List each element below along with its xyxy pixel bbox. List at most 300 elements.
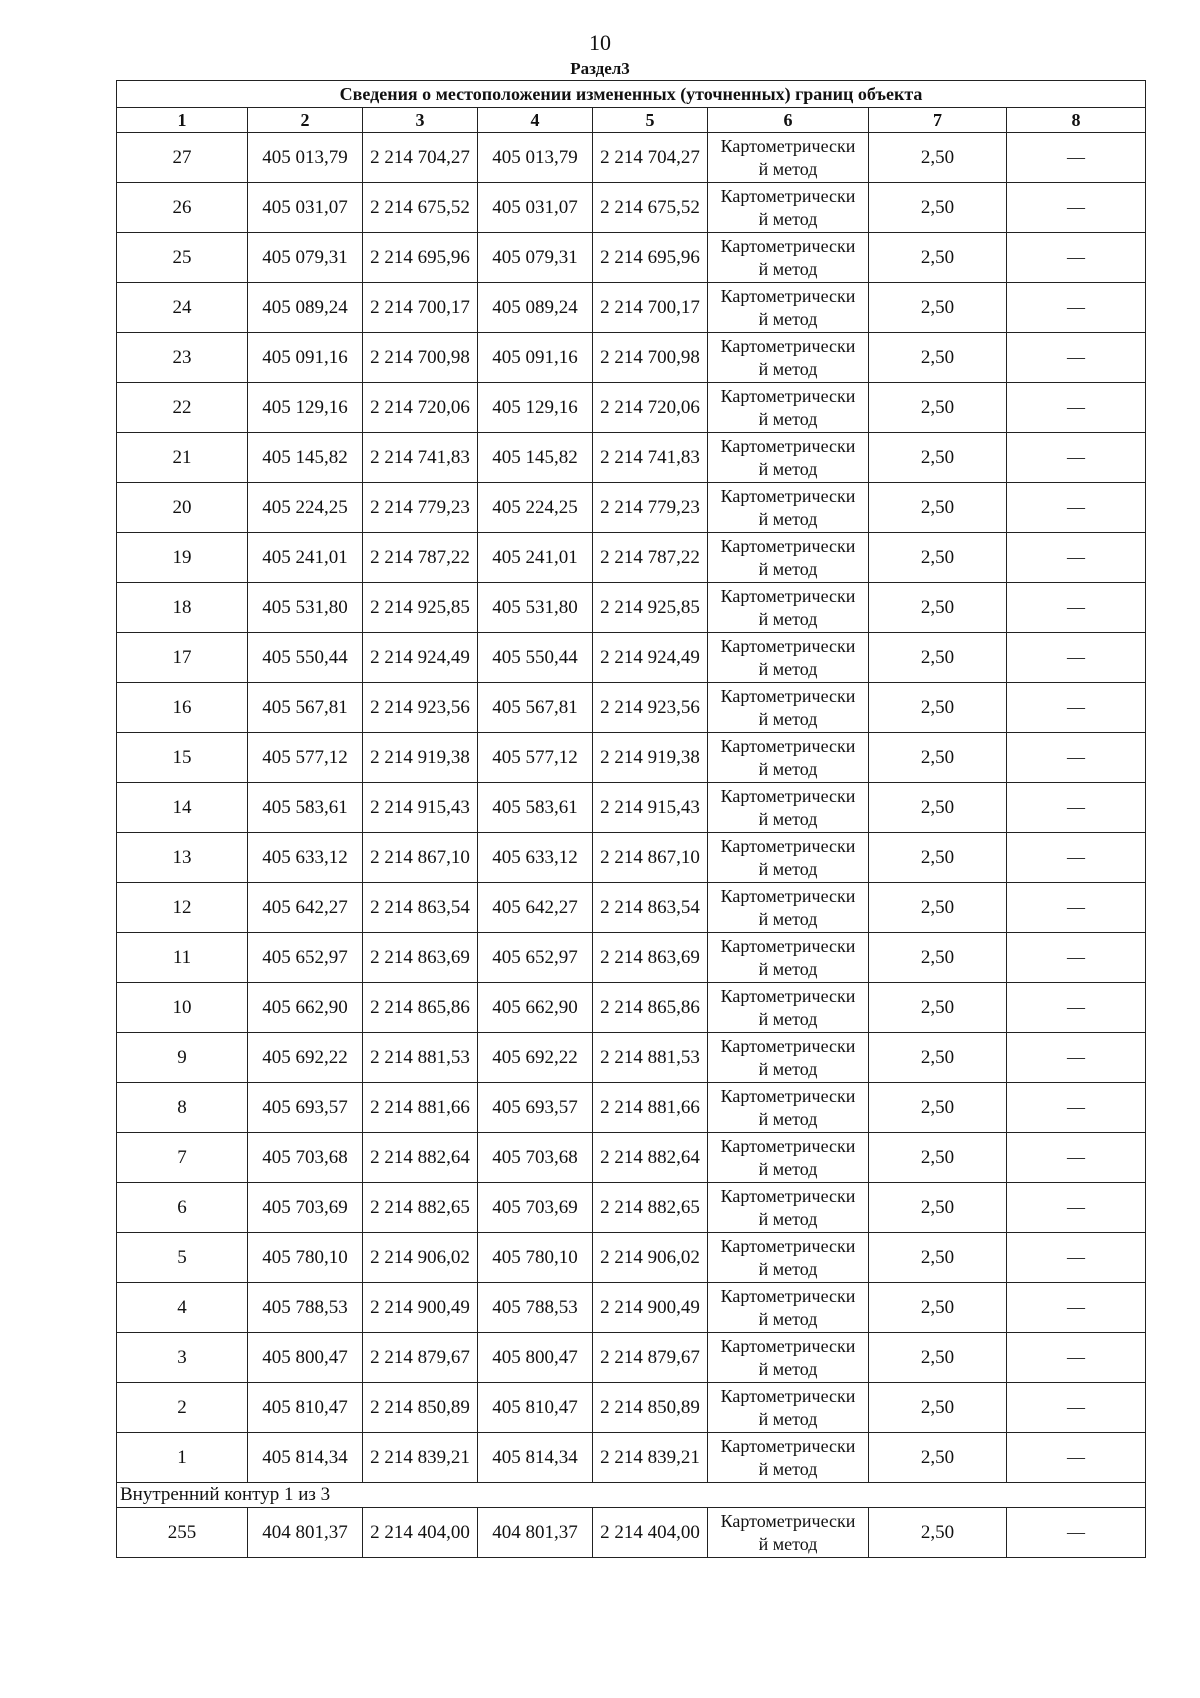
method-cell — [708, 333, 869, 383]
method-cell — [708, 883, 869, 933]
method-cell — [708, 383, 869, 433]
method-text-line2: й метод — [758, 958, 818, 979]
accuracy-cell: 2,50 — [869, 983, 1007, 1033]
point-number-cell: 20 — [117, 483, 248, 533]
method-text-line1: Картометрически — [720, 1235, 856, 1256]
x-coordinate-new-cell: 405 567,81 — [478, 683, 593, 733]
note-cell: — — [1007, 433, 1146, 483]
point-number-cell: 24 — [117, 283, 248, 333]
method-cell — [708, 1133, 869, 1183]
x-coordinate-new-cell: 405 241,01 — [478, 533, 593, 583]
note-cell: — — [1007, 733, 1146, 783]
x-coordinate-existing-cell: 405 692,22 — [248, 1033, 363, 1083]
accuracy-cell: 2,50 — [869, 1383, 1007, 1433]
x-coordinate-existing-cell: 405 703,69 — [248, 1183, 363, 1233]
method-text-line1: Картометрически — [720, 435, 856, 456]
method-text-line1: Картометрически — [720, 1135, 856, 1156]
y-coordinate-existing-cell: 2 214 925,85 — [363, 583, 478, 633]
accuracy-cell: 2,50 — [869, 133, 1007, 183]
method-cell — [708, 533, 869, 583]
x-coordinate-new-cell: 405 810,47 — [478, 1383, 593, 1433]
point-number-cell: 15 — [117, 733, 248, 783]
y-coordinate-existing-cell: 2 214 865,86 — [363, 983, 478, 1033]
y-coordinate-existing-cell: 2 214 881,53 — [363, 1033, 478, 1083]
accuracy-cell: 2,50 — [869, 1508, 1007, 1558]
point-number-cell: 255 — [117, 1508, 248, 1558]
method-cell — [708, 983, 869, 1033]
point-number-cell: 8 — [117, 1083, 248, 1133]
y-coordinate-new-cell: 2 214 867,10 — [593, 833, 708, 883]
accuracy-cell: 2,50 — [869, 533, 1007, 583]
x-coordinate-existing-cell: 404 801,37 — [248, 1508, 363, 1558]
x-coordinate-existing-cell: 405 814,34 — [248, 1433, 363, 1483]
table-row — [117, 283, 1146, 333]
accuracy-cell: 2,50 — [869, 933, 1007, 983]
accuracy-cell: 2,50 — [869, 433, 1007, 483]
x-coordinate-new-cell: 405 788,53 — [478, 1283, 593, 1333]
method-cell — [708, 1508, 869, 1558]
accuracy-cell: 2,50 — [869, 1033, 1007, 1083]
x-coordinate-existing-cell: 405 031,07 — [248, 183, 363, 233]
method-text-line2: й метод — [758, 858, 818, 879]
y-coordinate-new-cell: 2 214 720,06 — [593, 383, 708, 433]
y-coordinate-new-cell: 2 214 700,17 — [593, 283, 708, 333]
y-coordinate-new-cell: 2 214 881,53 — [593, 1033, 708, 1083]
method-text-line1: Картометрически — [720, 285, 856, 306]
point-number-cell: 21 — [117, 433, 248, 483]
accuracy-cell: 2,50 — [869, 733, 1007, 783]
note-cell: — — [1007, 383, 1146, 433]
method-text-line1: Картометрически — [720, 1285, 856, 1306]
table-row — [117, 883, 1146, 933]
table-row — [117, 1233, 1146, 1283]
note-cell: — — [1007, 533, 1146, 583]
y-coordinate-new-cell: 2 214 900,49 — [593, 1283, 708, 1333]
note-cell: — — [1007, 333, 1146, 383]
method-text-line2: й метод — [758, 708, 818, 729]
y-coordinate-existing-cell: 2 214 700,17 — [363, 283, 478, 333]
point-number-cell: 1 — [117, 1433, 248, 1483]
method-text-line1: Картометрически — [720, 1510, 856, 1531]
method-text-line1: Картометрически — [720, 785, 856, 806]
method-text-line1: Картометрически — [720, 885, 856, 906]
point-number-cell: 22 — [117, 383, 248, 433]
x-coordinate-existing-cell: 405 800,47 — [248, 1333, 363, 1383]
note-cell: — — [1007, 783, 1146, 833]
table-row — [117, 1433, 1146, 1483]
method-cell — [708, 233, 869, 283]
x-coordinate-existing-cell: 405 788,53 — [248, 1283, 363, 1333]
table-row — [117, 433, 1146, 483]
y-coordinate-existing-cell: 2 214 906,02 — [363, 1233, 478, 1283]
y-coordinate-new-cell: 2 214 923,56 — [593, 683, 708, 733]
accuracy-cell: 2,50 — [869, 1283, 1007, 1333]
point-number-cell: 2 — [117, 1383, 248, 1433]
method-cell — [708, 183, 869, 233]
y-coordinate-existing-cell: 2 214 839,21 — [363, 1433, 478, 1483]
method-cell — [708, 1333, 869, 1383]
method-text-line2: й метод — [758, 1258, 818, 1279]
column-number: 6 — [708, 108, 869, 133]
table-row — [117, 1083, 1146, 1133]
accuracy-cell: 2,50 — [869, 333, 1007, 383]
method-text-line2: й метод — [758, 808, 818, 829]
x-coordinate-new-cell: 405 091,16 — [478, 333, 593, 383]
x-coordinate-new-cell: 404 801,37 — [478, 1508, 593, 1558]
table-row — [117, 683, 1146, 733]
table-row — [117, 733, 1146, 783]
column-number: 3 — [363, 108, 478, 133]
point-number-cell: 18 — [117, 583, 248, 633]
y-coordinate-new-cell: 2 214 700,98 — [593, 333, 708, 383]
x-coordinate-new-cell: 405 780,10 — [478, 1233, 593, 1283]
y-coordinate-existing-cell: 2 214 704,27 — [363, 133, 478, 183]
x-coordinate-existing-cell: 405 652,97 — [248, 933, 363, 983]
method-text-line2: й метод — [758, 608, 818, 629]
y-coordinate-existing-cell: 2 214 879,67 — [363, 1333, 478, 1383]
x-coordinate-existing-cell: 405 079,31 — [248, 233, 363, 283]
y-coordinate-existing-cell: 2 214 924,49 — [363, 633, 478, 683]
x-coordinate-new-cell: 405 633,12 — [478, 833, 593, 883]
accuracy-cell: 2,50 — [869, 183, 1007, 233]
note-cell: — — [1007, 1508, 1146, 1558]
x-coordinate-new-cell: 405 531,80 — [478, 583, 593, 633]
table-row — [117, 133, 1146, 183]
note-cell: — — [1007, 883, 1146, 933]
method-text-line2: й метод — [758, 208, 818, 229]
x-coordinate-new-cell: 405 642,27 — [478, 883, 593, 933]
point-number-cell: 17 — [117, 633, 248, 683]
x-coordinate-existing-cell: 405 633,12 — [248, 833, 363, 883]
method-text-line2: й метод — [758, 558, 818, 579]
y-coordinate-existing-cell: 2 214 779,23 — [363, 483, 478, 533]
y-coordinate-existing-cell: 2 214 720,06 — [363, 383, 478, 433]
y-coordinate-new-cell: 2 214 879,67 — [593, 1333, 708, 1383]
method-cell — [708, 283, 869, 333]
note-cell: — — [1007, 1133, 1146, 1183]
note-cell: — — [1007, 633, 1146, 683]
y-coordinate-existing-cell: 2 214 882,64 — [363, 1133, 478, 1183]
method-cell — [708, 733, 869, 783]
accuracy-cell: 2,50 — [869, 1083, 1007, 1133]
note-cell: — — [1007, 933, 1146, 983]
point-number-cell: 13 — [117, 833, 248, 883]
method-text-line1: Картометрически — [720, 1085, 856, 1106]
y-coordinate-existing-cell: 2 214 863,54 — [363, 883, 478, 933]
method-text-line2: й метод — [758, 1008, 818, 1029]
note-cell: — — [1007, 183, 1146, 233]
method-text-line2: й метод — [758, 1308, 818, 1329]
note-cell: — — [1007, 1083, 1146, 1133]
y-coordinate-new-cell: 2 214 915,43 — [593, 783, 708, 833]
column-number: 4 — [478, 108, 593, 133]
point-number-cell: 14 — [117, 783, 248, 833]
y-coordinate-existing-cell: 2 214 695,96 — [363, 233, 478, 283]
note-cell: — — [1007, 983, 1146, 1033]
column-number-row — [117, 108, 1146, 133]
accuracy-cell: 2,50 — [869, 1233, 1007, 1283]
y-coordinate-existing-cell: 2 214 919,38 — [363, 733, 478, 783]
table-row — [117, 383, 1146, 433]
method-text-line2: й метод — [758, 1208, 818, 1229]
y-coordinate-new-cell: 2 214 924,49 — [593, 633, 708, 683]
table-row — [117, 933, 1146, 983]
x-coordinate-existing-cell: 405 567,81 — [248, 683, 363, 733]
note-cell: — — [1007, 483, 1146, 533]
table-row — [117, 1283, 1146, 1333]
point-number-cell: 3 — [117, 1333, 248, 1383]
method-cell — [708, 933, 869, 983]
y-coordinate-existing-cell: 2 214 923,56 — [363, 683, 478, 733]
x-coordinate-new-cell: 405 662,90 — [478, 983, 593, 1033]
method-text-line1: Картометрически — [720, 135, 856, 156]
x-coordinate-existing-cell: 405 145,82 — [248, 433, 363, 483]
x-coordinate-existing-cell: 405 129,16 — [248, 383, 363, 433]
y-coordinate-new-cell: 2 214 881,66 — [593, 1083, 708, 1133]
method-cell — [708, 1283, 869, 1333]
y-coordinate-existing-cell: 2 214 850,89 — [363, 1383, 478, 1433]
note-cell: — — [1007, 583, 1146, 633]
x-coordinate-existing-cell: 405 693,57 — [248, 1083, 363, 1133]
method-text-line2: й метод — [758, 508, 818, 529]
y-coordinate-existing-cell: 2 214 863,69 — [363, 933, 478, 983]
x-coordinate-existing-cell: 405 089,24 — [248, 283, 363, 333]
page-number: 10 — [589, 30, 611, 55]
y-coordinate-new-cell: 2 214 704,27 — [593, 133, 708, 183]
table-row — [117, 833, 1146, 883]
method-text-line1: Картометрически — [720, 485, 856, 506]
y-coordinate-new-cell: 2 214 741,83 — [593, 433, 708, 483]
method-text-line1: Картометрически — [720, 685, 856, 706]
x-coordinate-new-cell: 405 089,24 — [478, 283, 593, 333]
y-coordinate-existing-cell: 2 214 404,00 — [363, 1508, 478, 1558]
inner-contour-label: Внутренний контур 1 из 3 — [117, 1483, 1146, 1508]
method-cell — [708, 783, 869, 833]
method-text-line2: й метод — [758, 1533, 818, 1554]
method-text-line2: й метод — [758, 1108, 818, 1129]
x-coordinate-new-cell: 405 577,12 — [478, 733, 593, 783]
y-coordinate-new-cell: 2 214 882,64 — [593, 1133, 708, 1183]
column-number: 7 — [869, 108, 1007, 133]
table-row — [117, 633, 1146, 683]
accuracy-cell: 2,50 — [869, 1333, 1007, 1383]
y-coordinate-new-cell: 2 214 863,69 — [593, 933, 708, 983]
x-coordinate-new-cell: 405 800,47 — [478, 1333, 593, 1383]
method-text-line1: Картометрически — [720, 735, 856, 756]
y-coordinate-existing-cell: 2 214 700,98 — [363, 333, 478, 383]
accuracy-cell: 2,50 — [869, 1183, 1007, 1233]
x-coordinate-existing-cell: 405 780,10 — [248, 1233, 363, 1283]
point-number-cell: 12 — [117, 883, 248, 933]
column-number: 1 — [117, 108, 248, 133]
y-coordinate-new-cell: 2 214 787,22 — [593, 533, 708, 583]
x-coordinate-new-cell: 405 550,44 — [478, 633, 593, 683]
section-label: Раздел3 — [570, 59, 630, 78]
y-coordinate-new-cell: 2 214 906,02 — [593, 1233, 708, 1283]
table-row — [117, 783, 1146, 833]
method-text-line1: Картометрически — [720, 635, 856, 656]
method-text-line2: й метод — [758, 1358, 818, 1379]
x-coordinate-new-cell: 405 031,07 — [478, 183, 593, 233]
accuracy-cell: 2,50 — [869, 233, 1007, 283]
point-number-cell: 5 — [117, 1233, 248, 1283]
method-text-line2: й метод — [758, 758, 818, 779]
note-cell: — — [1007, 833, 1146, 883]
note-cell: — — [1007, 283, 1146, 333]
accuracy-cell: 2,50 — [869, 1133, 1007, 1183]
point-number-cell: 23 — [117, 333, 248, 383]
accuracy-cell: 2,50 — [869, 883, 1007, 933]
note-cell: — — [1007, 683, 1146, 733]
x-coordinate-new-cell: 405 652,97 — [478, 933, 593, 983]
method-cell — [708, 1083, 869, 1133]
method-cell — [708, 433, 869, 483]
table-row — [117, 1033, 1146, 1083]
method-cell — [708, 1233, 869, 1283]
accuracy-cell: 2,50 — [869, 283, 1007, 333]
table-row — [117, 1333, 1146, 1383]
point-number-cell: 19 — [117, 533, 248, 583]
y-coordinate-new-cell: 2 214 850,89 — [593, 1383, 708, 1433]
y-coordinate-new-cell: 2 214 695,96 — [593, 233, 708, 283]
table-row — [117, 1183, 1146, 1233]
method-text-line1: Картометрически — [720, 335, 856, 356]
point-number-cell: 10 — [117, 983, 248, 1033]
method-text-line1: Картометрически — [720, 385, 856, 406]
y-coordinate-existing-cell: 2 214 867,10 — [363, 833, 478, 883]
method-text-line1: Картометрически — [720, 1385, 856, 1406]
x-coordinate-existing-cell: 405 703,68 — [248, 1133, 363, 1183]
table-title: Сведения о местоположении измененных (уточненных) границ объекта — [117, 81, 1146, 108]
x-coordinate-existing-cell: 405 662,90 — [248, 983, 363, 1033]
point-number-cell: 11 — [117, 933, 248, 983]
method-cell — [708, 1383, 869, 1433]
table-row — [117, 583, 1146, 633]
note-cell: — — [1007, 1283, 1146, 1333]
method-text-line1: Картометрически — [720, 935, 856, 956]
method-cell — [708, 833, 869, 883]
table-row — [117, 333, 1146, 383]
x-coordinate-new-cell: 405 013,79 — [478, 133, 593, 183]
table-row — [117, 183, 1146, 233]
x-coordinate-new-cell: 405 079,31 — [478, 233, 593, 283]
y-coordinate-new-cell: 2 214 882,65 — [593, 1183, 708, 1233]
method-text-line1: Картометрически — [720, 1435, 856, 1456]
y-coordinate-new-cell: 2 214 925,85 — [593, 583, 708, 633]
x-coordinate-new-cell: 405 692,22 — [478, 1033, 593, 1083]
point-number-cell: 4 — [117, 1283, 248, 1333]
x-coordinate-existing-cell: 405 091,16 — [248, 333, 363, 383]
accuracy-cell: 2,50 — [869, 633, 1007, 683]
y-coordinate-existing-cell: 2 214 915,43 — [363, 783, 478, 833]
x-coordinate-existing-cell: 405 577,12 — [248, 733, 363, 783]
method-cell — [708, 1033, 869, 1083]
note-cell: — — [1007, 1333, 1146, 1383]
method-text-line2: й метод — [758, 1458, 818, 1479]
accuracy-cell: 2,50 — [869, 583, 1007, 633]
accuracy-cell: 2,50 — [869, 483, 1007, 533]
x-coordinate-new-cell: 405 693,57 — [478, 1083, 593, 1133]
point-number-cell: 27 — [117, 133, 248, 183]
table-row — [117, 1508, 1146, 1558]
x-coordinate-existing-cell: 405 583,61 — [248, 783, 363, 833]
x-coordinate-existing-cell: 405 013,79 — [248, 133, 363, 183]
method-text-line2: й метод — [758, 458, 818, 479]
point-number-cell: 7 — [117, 1133, 248, 1183]
column-number: 2 — [248, 108, 363, 133]
method-text-line1: Картометрически — [720, 585, 856, 606]
table-row — [117, 233, 1146, 283]
method-cell — [708, 683, 869, 733]
method-cell — [708, 133, 869, 183]
y-coordinate-new-cell: 2 214 863,54 — [593, 883, 708, 933]
y-coordinate-existing-cell: 2 214 882,65 — [363, 1183, 478, 1233]
method-text-line2: й метод — [758, 358, 818, 379]
method-text-line1: Картометрически — [720, 1335, 856, 1356]
accuracy-cell: 2,50 — [869, 833, 1007, 883]
method-text-line1: Картометрически — [720, 535, 856, 556]
x-coordinate-existing-cell: 405 810,47 — [248, 1383, 363, 1433]
y-coordinate-existing-cell: 2 214 787,22 — [363, 533, 478, 583]
boundary-coordinates-table — [116, 80, 1146, 1558]
point-number-cell: 6 — [117, 1183, 248, 1233]
y-coordinate-existing-cell: 2 214 881,66 — [363, 1083, 478, 1133]
point-number-cell: 25 — [117, 233, 248, 283]
note-cell: — — [1007, 1433, 1146, 1483]
method-text-line1: Картометрически — [720, 985, 856, 1006]
method-cell — [708, 583, 869, 633]
x-coordinate-new-cell: 405 129,16 — [478, 383, 593, 433]
x-coordinate-new-cell: 405 145,82 — [478, 433, 593, 483]
method-text-line2: й метод — [758, 158, 818, 179]
method-cell — [708, 1183, 869, 1233]
y-coordinate-new-cell: 2 214 779,23 — [593, 483, 708, 533]
y-coordinate-new-cell: 2 214 865,86 — [593, 983, 708, 1033]
note-cell: — — [1007, 133, 1146, 183]
y-coordinate-existing-cell: 2 214 900,49 — [363, 1283, 478, 1333]
x-coordinate-existing-cell: 405 642,27 — [248, 883, 363, 933]
table-row — [117, 1133, 1146, 1183]
x-coordinate-new-cell: 405 703,69 — [478, 1183, 593, 1233]
method-text-line2: й метод — [758, 658, 818, 679]
method-text-line2: й метод — [758, 258, 818, 279]
accuracy-cell: 2,50 — [869, 383, 1007, 433]
point-number-cell: 16 — [117, 683, 248, 733]
point-number-cell: 9 — [117, 1033, 248, 1083]
table-row — [117, 1383, 1146, 1433]
column-number: 8 — [1007, 108, 1146, 133]
accuracy-cell: 2,50 — [869, 783, 1007, 833]
method-text-line2: й метод — [758, 908, 818, 929]
table-row — [117, 533, 1146, 583]
method-cell — [708, 633, 869, 683]
method-text-line1: Картометрически — [720, 835, 856, 856]
note-cell: — — [1007, 1233, 1146, 1283]
method-text-line2: й метод — [758, 408, 818, 429]
method-cell — [708, 483, 869, 533]
method-text-line2: й метод — [758, 1158, 818, 1179]
method-text-line1: Картометрически — [720, 1185, 856, 1206]
y-coordinate-new-cell: 2 214 919,38 — [593, 733, 708, 783]
accuracy-cell: 2,50 — [869, 1433, 1007, 1483]
y-coordinate-new-cell: 2 214 404,00 — [593, 1508, 708, 1558]
x-coordinate-existing-cell: 405 224,25 — [248, 483, 363, 533]
table-row — [117, 983, 1146, 1033]
note-cell: — — [1007, 1183, 1146, 1233]
x-coordinate-new-cell: 405 583,61 — [478, 783, 593, 833]
method-text-line1: Картометрически — [720, 235, 856, 256]
table-row — [117, 483, 1146, 533]
